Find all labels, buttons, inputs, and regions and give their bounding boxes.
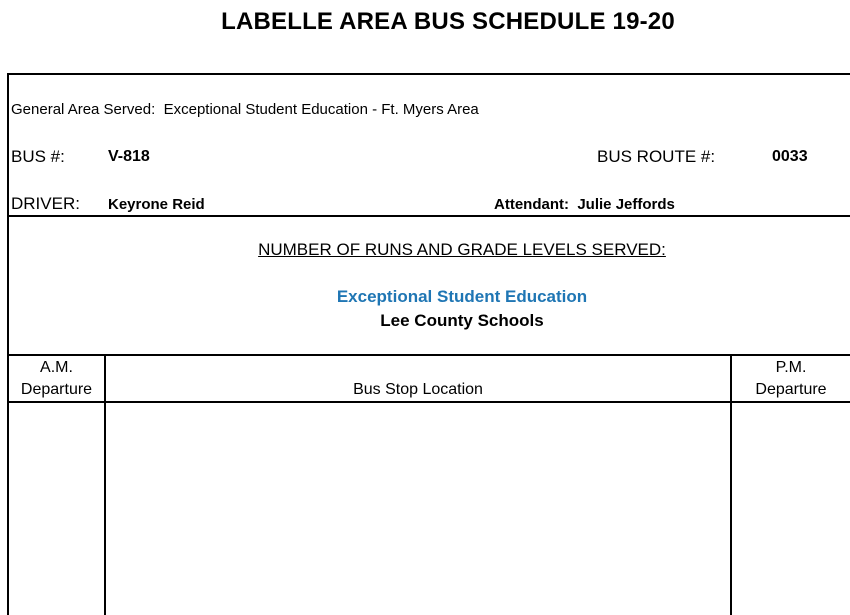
area-served-label: General Area Served: xyxy=(11,101,156,118)
am-header-line2: Departure xyxy=(20,381,93,398)
attendant-row xyxy=(494,196,675,213)
runs-heading: NUMBER OF RUNS AND GRADE LEVELS SERVED: xyxy=(258,240,666,259)
bus-number-label: BUS #: xyxy=(11,147,65,166)
table-top-border xyxy=(7,354,850,356)
bus-route-label: BUS ROUTE #: xyxy=(597,147,716,166)
bus-route-value: 0033 xyxy=(772,148,808,165)
info-divider xyxy=(7,215,850,217)
pm-header-line2: Departure xyxy=(755,381,827,398)
am-departure-header xyxy=(9,357,104,401)
driver-value: Keyrone Reid xyxy=(108,196,205,213)
attendant-value: Julie Jeffords xyxy=(577,196,675,213)
am-header-line1: A.M. xyxy=(40,359,73,376)
program-name: Exceptional Student Education xyxy=(336,287,588,306)
page-title: LABELLE AREA BUS SCHEDULE 19-20 xyxy=(221,8,675,35)
bus-number-value: V-818 xyxy=(108,148,150,165)
header-top-border xyxy=(7,73,850,75)
area-served-row xyxy=(11,101,479,118)
table-body xyxy=(9,403,850,615)
bus-stop-location-header xyxy=(106,379,730,401)
pm-departure-header xyxy=(732,357,850,401)
district-name: Lee County Schools xyxy=(380,311,544,330)
pm-header-line1: P.M. xyxy=(775,359,807,376)
driver-label: DRIVER: xyxy=(11,194,80,213)
stop-header-label: Bus Stop Location xyxy=(353,381,483,398)
area-served-value: Exceptional Student Education - Ft. Myers Area xyxy=(163,101,479,118)
attendant-label: Attendant: xyxy=(494,196,569,213)
